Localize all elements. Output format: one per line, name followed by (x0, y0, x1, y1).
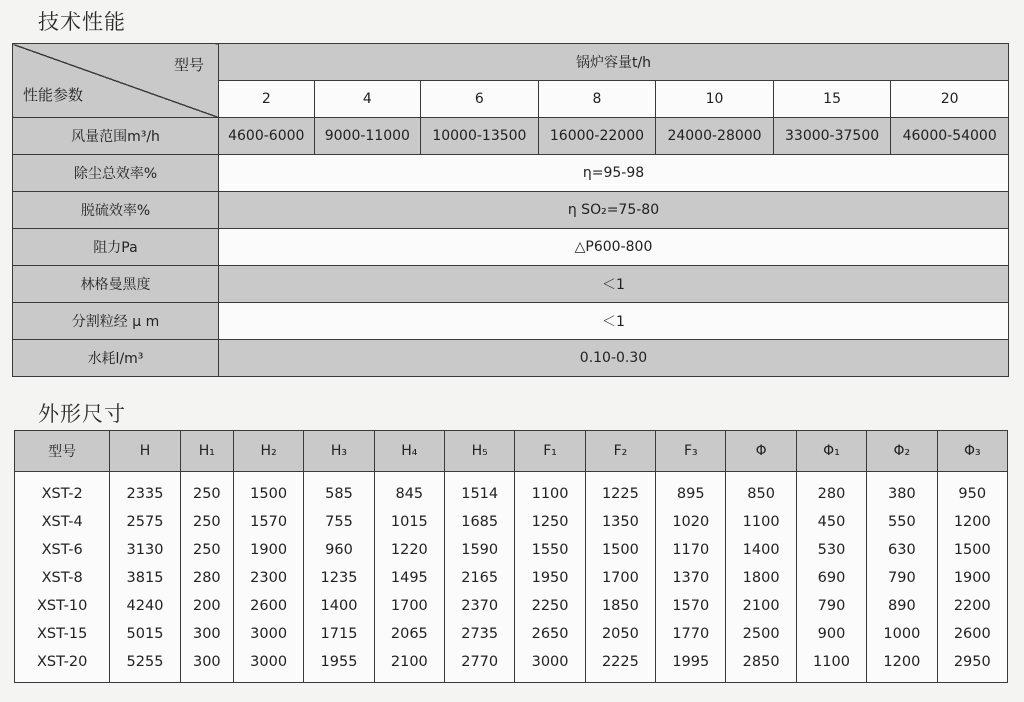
dimension-value-cell: 2950 (937, 648, 1007, 683)
capacity-cell: 10 (656, 81, 774, 118)
dimension-value-cell: 1570 (233, 508, 303, 536)
dimension-value-cell: 3130 (110, 536, 180, 564)
model-cell: XST-10 (15, 592, 110, 620)
dimension-value-cell: 585 (304, 472, 374, 509)
dimension-value-cell: 2100 (374, 648, 444, 683)
capacity-cell: 20 (891, 81, 1009, 118)
dimension-value-cell: 1770 (656, 620, 726, 648)
dimension-value-cell: 1200 (937, 508, 1007, 536)
dimension-value-cell: 1900 (937, 564, 1007, 592)
dimensions-table (14, 430, 1008, 683)
dimension-value-cell: 1100 (515, 472, 585, 509)
model-cell: XST-20 (15, 648, 110, 683)
dimension-value-cell: 1955 (304, 648, 374, 683)
dimension-value-cell: 1500 (233, 472, 303, 509)
performance-row (13, 229, 1009, 266)
dimension-value-cell: 3000 (515, 648, 585, 683)
dimension-value-cell: 2735 (445, 620, 515, 648)
performance-row-label: 林格曼黑度 (13, 266, 219, 303)
airflow-cell: 10000-13500 (421, 118, 539, 155)
dimension-value-cell: 250 (180, 508, 233, 536)
dimension-header-cell: Φ₂ (867, 431, 937, 472)
dimension-value-cell: 1685 (445, 508, 515, 536)
performance-row-label: 分割粒经 μ m (13, 303, 219, 340)
performance-row (13, 303, 1009, 340)
dimension-value-cell: 1370 (656, 564, 726, 592)
dimension-value-cell: 1700 (585, 564, 655, 592)
performance-section-title: 技术性能 (38, 10, 126, 34)
dimension-value-cell: 1020 (656, 508, 726, 536)
dimension-value-cell: 450 (796, 508, 866, 536)
performance-table (12, 43, 1009, 377)
dimension-value-cell: 1900 (233, 536, 303, 564)
dimension-value-cell: 300 (180, 648, 233, 683)
corner-model-label: 型号 (173, 56, 204, 74)
dimension-value-cell: 1100 (796, 648, 866, 683)
dimension-value-cell: 1170 (656, 536, 726, 564)
dimension-value-cell: 790 (796, 592, 866, 620)
airflow-cell: 24000-28000 (656, 118, 774, 155)
dimension-value-cell: 1000 (867, 620, 937, 648)
model-cell: XST-2 (15, 472, 110, 509)
performance-row (13, 192, 1009, 229)
dimension-header-cell: F₃ (656, 431, 726, 472)
dimension-value-cell: 1700 (374, 592, 444, 620)
dimension-value-cell: 755 (304, 508, 374, 536)
model-cell: XST-6 (15, 536, 110, 564)
capacity-cell: 4 (314, 81, 421, 118)
dimension-value-cell: 1715 (304, 620, 374, 648)
airflow-cell: 4600-6000 (219, 118, 315, 155)
airflow-cell: 16000-22000 (538, 118, 656, 155)
dimension-value-cell: 1250 (515, 508, 585, 536)
dimension-value-cell: 200 (180, 592, 233, 620)
dimension-value-cell: 2250 (515, 592, 585, 620)
dimension-value-cell: 2650 (515, 620, 585, 648)
dimension-value-cell: 850 (726, 472, 796, 509)
dimension-value-cell: 1400 (726, 536, 796, 564)
dimension-value-cell: 4240 (110, 592, 180, 620)
dimension-value-cell: 2600 (937, 620, 1007, 648)
performance-row (13, 340, 1009, 377)
dimension-value-cell: 950 (937, 472, 1007, 509)
dimension-header-cell: H₃ (304, 431, 374, 472)
dimension-value-cell: 2225 (585, 648, 655, 683)
dimension-value-cell: 5255 (110, 648, 180, 683)
dimension-value-cell: 1220 (374, 536, 444, 564)
dimension-value-cell: 1514 (445, 472, 515, 509)
capacity-cell: 8 (538, 81, 656, 118)
dimensions-section-title: 外形尺寸 (38, 402, 126, 426)
dimension-value-cell: 2300 (233, 564, 303, 592)
performance-row-value: ＜1 (219, 303, 1009, 340)
dimension-value-cell: 300 (180, 620, 233, 648)
dimension-value-cell: 2770 (445, 648, 515, 683)
performance-row (13, 266, 1009, 303)
dimension-header-cell: H₂ (233, 431, 303, 472)
dimension-value-cell: 1590 (445, 536, 515, 564)
dimension-value-cell: 630 (867, 536, 937, 564)
performance-row-label: 水耗l/m³ (13, 340, 219, 377)
dimension-value-cell: 1015 (374, 508, 444, 536)
dimension-header-cell: H₄ (374, 431, 444, 472)
performance-row-value: η SO₂=75-80 (219, 192, 1009, 229)
dimension-value-cell: 690 (796, 564, 866, 592)
capacity-cell: 2 (219, 81, 315, 118)
dimension-value-cell: 2050 (585, 620, 655, 648)
dimension-value-cell: 1800 (726, 564, 796, 592)
dimension-value-cell: 890 (867, 592, 937, 620)
dimension-value-cell: 5015 (110, 620, 180, 648)
dimension-value-cell: 1235 (304, 564, 374, 592)
dimension-value-cell: 250 (180, 536, 233, 564)
dimension-value-cell: 1495 (374, 564, 444, 592)
performance-row-value: η=95-98 (219, 155, 1009, 192)
dimension-value-cell: 280 (796, 472, 866, 509)
dimension-value-cell: 1500 (937, 536, 1007, 564)
dimension-header-cell: Φ (726, 431, 796, 472)
dimension-header-cell: F₂ (585, 431, 655, 472)
dimension-value-cell: 3000 (233, 620, 303, 648)
dimension-header-cell: H₁ (180, 431, 233, 472)
dimension-header-cell: Φ₁ (796, 431, 866, 472)
model-cell: XST-15 (15, 620, 110, 648)
airflow-cell: 46000-54000 (891, 118, 1009, 155)
table-row (15, 472, 1008, 509)
performance-row-value: ＜1 (219, 266, 1009, 303)
dimension-value-cell: 1995 (656, 648, 726, 683)
dimension-value-cell: 3000 (233, 648, 303, 683)
capacity-header: 锅炉容量t/h (219, 44, 1009, 81)
dimension-value-cell: 1100 (726, 508, 796, 536)
dimension-value-cell: 1225 (585, 472, 655, 509)
dimension-value-cell: 790 (867, 564, 937, 592)
dimension-value-cell: 1350 (585, 508, 655, 536)
performance-row-value: △P600-800 (219, 229, 1009, 266)
dimension-value-cell: 895 (656, 472, 726, 509)
table-row (15, 536, 1008, 564)
table-row (15, 620, 1008, 648)
dimension-value-cell: 900 (796, 620, 866, 648)
corner-parameter-label: 性能参数 (23, 86, 84, 104)
dimension-value-cell: 550 (867, 508, 937, 536)
dimension-value-cell: 960 (304, 536, 374, 564)
table-row (15, 508, 1008, 536)
dimension-value-cell: 1200 (867, 648, 937, 683)
dimension-header-cell: Φ₃ (937, 431, 1007, 472)
dimension-value-cell: 2370 (445, 592, 515, 620)
dimension-value-cell: 530 (796, 536, 866, 564)
dimension-value-cell: 1400 (304, 592, 374, 620)
model-cell: XST-8 (15, 564, 110, 592)
capacity-cell: 15 (773, 81, 891, 118)
model-cell: XST-4 (15, 508, 110, 536)
performance-row-value: 0.10-0.30 (219, 340, 1009, 377)
dimension-value-cell: 845 (374, 472, 444, 509)
dimension-value-cell: 2575 (110, 508, 180, 536)
dimension-value-cell: 1850 (585, 592, 655, 620)
performance-row (13, 155, 1009, 192)
dimension-header-cell: 型号 (15, 431, 110, 472)
dimension-value-cell: 3815 (110, 564, 180, 592)
performance-row-label: 阻力Pa (13, 229, 219, 266)
dimension-value-cell: 2065 (374, 620, 444, 648)
dimension-value-cell: 1570 (656, 592, 726, 620)
airflow-cell: 9000-11000 (314, 118, 421, 155)
dimension-header-cell: H₅ (445, 431, 515, 472)
dimension-value-cell: 1950 (515, 564, 585, 592)
table-row (15, 648, 1008, 683)
dimension-value-cell: 2850 (726, 648, 796, 683)
dimensions-header-row (15, 431, 1008, 472)
dimension-value-cell: 250 (180, 472, 233, 509)
dimension-value-cell: 2165 (445, 564, 515, 592)
dimension-value-cell: 1550 (515, 536, 585, 564)
performance-row-label: 脱硫效率% (13, 192, 219, 229)
airflow-label: 风量范围m³/h (13, 118, 219, 155)
dimension-header-cell: F₁ (515, 431, 585, 472)
dimension-value-cell: 1500 (585, 536, 655, 564)
dimension-value-cell: 2100 (726, 592, 796, 620)
airflow-cell: 33000-37500 (773, 118, 891, 155)
performance-row-label: 除尘总效率% (13, 155, 219, 192)
dimension-value-cell: 2335 (110, 472, 180, 509)
dimension-value-cell: 2200 (937, 592, 1007, 620)
dimension-value-cell: 380 (867, 472, 937, 509)
table-row (15, 592, 1008, 620)
dimension-value-cell: 2600 (233, 592, 303, 620)
dimension-value-cell: 2500 (726, 620, 796, 648)
dimension-value-cell: 280 (180, 564, 233, 592)
table-row (15, 564, 1008, 592)
corner-header-cell (13, 44, 219, 118)
capacity-cell: 6 (421, 81, 539, 118)
dimension-header-cell: H (110, 431, 180, 472)
airflow-row (13, 118, 1009, 155)
